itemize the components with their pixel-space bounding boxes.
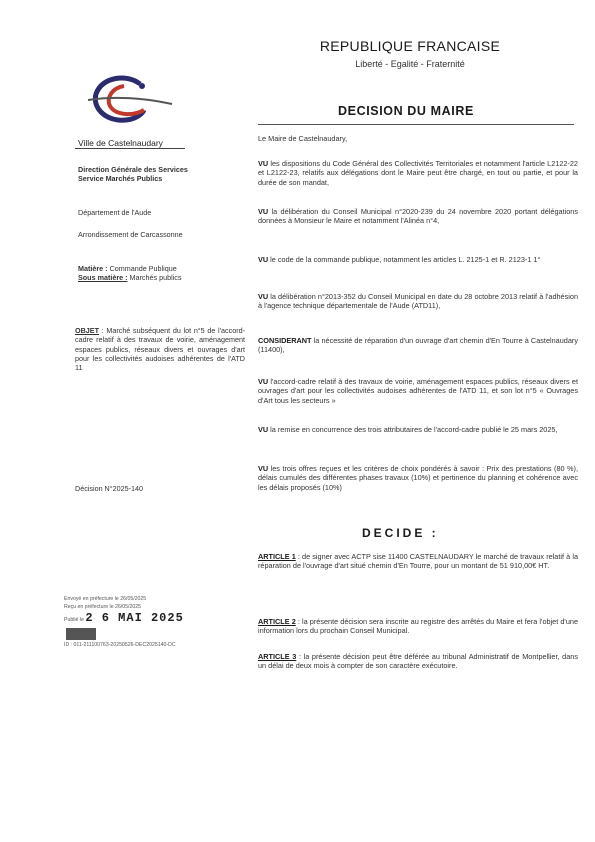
objet-label: OBJET — [75, 326, 99, 335]
republic-motto: Liberté - Egalité - Fraternité — [355, 59, 465, 69]
stamp-publie-row — [64, 611, 192, 641]
vu-label: VU — [258, 292, 269, 301]
article-label: ARTICLE 2 — [258, 617, 296, 626]
article-2 — [258, 617, 578, 636]
decide-heading: DECIDE : — [362, 526, 439, 540]
article-text: : de signer avec ACTP sise 11400 CASTELNAUDARY le marché de travaux relatif à la réparation de l'ouvrage d'art situé chemin d'En Tourre, pour un montant de 51 910,00€ HT. — [258, 552, 579, 571]
article-text: : la présente décision sera inscrite au registre des arrêtés du Maire et fera l'objet d'une information lors du prochain Conseil Municipal. — [258, 617, 578, 636]
vu-text: les dispositions du Code Général des Collectivités Territoriales et notamment l'article L2122-22 et L2122-23, relatifs aux délégations dont le Maire peut être chargé, en tout ou partie, et pour la durée de son mandat, — [258, 159, 578, 187]
republique-heading: REPUBLIQUE FRANCAISE — [319, 38, 501, 54]
stamp-sent: Envoyé en préfecture le 26/05/2025 — [64, 596, 147, 602]
matiere-label: Matière : — [78, 264, 108, 273]
vu-paragraph-4 — [258, 292, 578, 311]
objet-block — [75, 326, 245, 372]
article-label: ARTICLE 3 — [258, 652, 297, 661]
vu-text: la délibération du Conseil Municipal n°2020-239 du 24 novembre 2020 portant délégations données à Monsieur le Maire et notamment l'Alinéa n°4, — [258, 207, 578, 226]
vu-text: la délibération n°2013-352 du Conseil Municipal en date du 28 octobre 2013 relatif à l'adhésion à l'agence technique départementale de l'Aude (ATD11), — [258, 292, 578, 311]
title-rule — [258, 124, 574, 125]
city-name: Ville de Castelnaudary — [78, 138, 163, 148]
city-logo — [84, 70, 174, 132]
departement-label: Département de l'Aude — [78, 208, 152, 217]
vu-text: l'accord-cadre relatif à des travaux de voirie, aménagement espaces publics, réseaux divers et ouvrages d'art pour les collectivités audoises adhérentes de l'ATD 11, et son lot n°5 « Ouvrages d'Art tous les secteurs » — [258, 377, 578, 405]
vu-label: VU — [258, 377, 269, 386]
vu-text: le code de la commande publique, notamment les articles L. 2125-1 et R. 2123-1 1° — [268, 255, 541, 264]
direction-label: Direction Générale des Services — [78, 165, 188, 174]
decision-title: DECISION DU MAIRE — [338, 104, 474, 118]
divider — [75, 148, 185, 149]
considerant-text: la nécessité de réparation d'un ouvrage d'art chemin d'En Tourre à Castelnaudary (11400), — [258, 336, 578, 355]
stamp-id: ID : 011-211100763-20250526-DEC2025140-DC — [64, 642, 176, 648]
stamp-date: 2 6 MAI 2025 — [85, 611, 184, 625]
matiere-value: Commande Publique — [109, 264, 177, 273]
stamp-received: Reçu en préfecture le 26/05/2025 — [64, 604, 142, 610]
considerant-paragraph — [258, 336, 578, 355]
vu-label: VU — [258, 255, 269, 264]
vu-paragraph-5 — [258, 377, 578, 405]
service-label: Service Marchés Publics — [78, 174, 163, 183]
vu-paragraph-3 — [258, 255, 578, 264]
vu-label: VU — [258, 464, 269, 473]
article-1 — [258, 552, 578, 571]
article-3 — [258, 652, 578, 671]
vu-paragraph-1 — [258, 159, 578, 187]
matiere-row — [78, 264, 177, 273]
prefecture-stamp — [64, 595, 192, 648]
arrondissement-label: Arrondissement de Carcassonne — [78, 230, 183, 239]
vu-text: la remise en concurrence des trois attributaires de l'accord-cadre publié le 25 mars 2025, — [268, 425, 558, 434]
sous-matiere-label: Sous matière : — [78, 273, 128, 282]
sous-matiere-row — [78, 273, 181, 282]
intro-text: Le Maire de Castelnaudary, — [258, 134, 348, 143]
sous-matiere-value: Marchés publics — [129, 273, 182, 282]
vu-label: VU — [258, 425, 269, 434]
vu-label: VU — [258, 207, 269, 216]
vu-paragraph-2 — [258, 207, 578, 226]
vu-text: les trois offres reçues et les critères de choix pondérés à savoir : Prix des prestations (80 %), délais cumulés des différentes phases travaux (10%) et pertinence du planning et cohérence avec les délais proposés (10%) — [258, 464, 578, 492]
city-logo-icon — [84, 70, 174, 132]
decision-number: Décision N°2025-140 — [75, 484, 144, 493]
article-label: ARTICLE 1 — [258, 552, 296, 561]
considerant-label: CONSIDERANT — [258, 336, 312, 345]
objet-text: : Marché subséquent du lot n°5 de l'accord-cadre relatif à des travaux de voirie, aménagement espaces publics, réseaux divers et ouvrages d'art pour les collectivités audoises adhérentes de l'ATD 11 — [75, 326, 245, 373]
vu-paragraph-7 — [258, 464, 578, 492]
stamp-publie-label: Publié le — [64, 617, 84, 623]
article-text: : la présente décision peut être déférée au tribunal Administratif de Montpellier, dans un délai de deux mois à compter de son caractère exécutoire. — [258, 652, 578, 671]
vu-paragraph-6 — [258, 425, 578, 434]
vu-label: VU — [258, 159, 269, 168]
stamp-redaction — [66, 628, 96, 640]
